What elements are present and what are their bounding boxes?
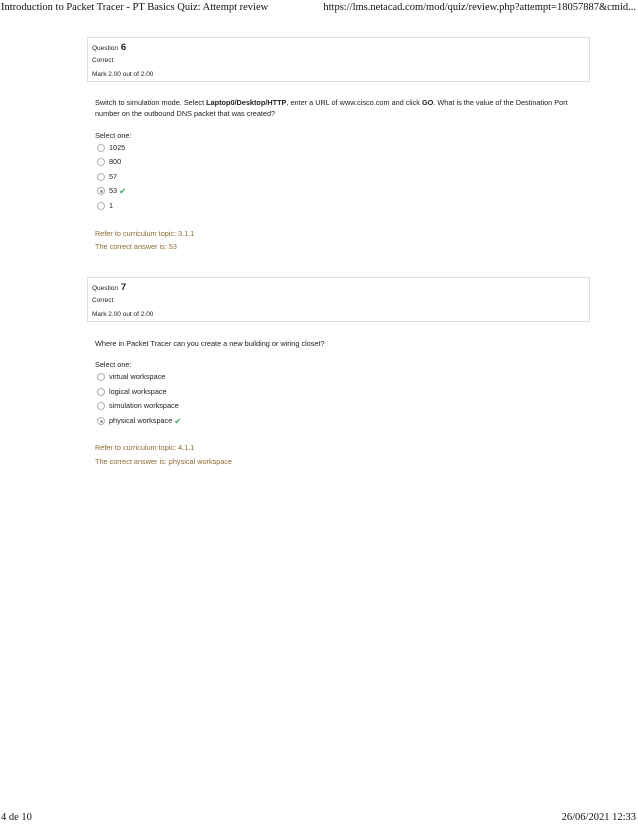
radio-button[interactable] <box>97 402 105 410</box>
print-page-url: https://lms.netacad.com/mod/quiz/review.php?attempt=18057887&cmid... <box>323 2 636 13</box>
checkmark-icon: ✔ <box>174 416 182 426</box>
radio-button[interactable] <box>97 144 105 152</box>
print-datetime: 26/06/2021 12:33 <box>561 812 636 823</box>
question-number <box>92 282 126 293</box>
question-label: Question <box>92 45 119 52</box>
answer-option-label: 57 <box>109 172 118 181</box>
radio-button[interactable] <box>97 202 105 210</box>
answer-option-label: 1025 <box>109 143 126 152</box>
curriculum-topic-feedback: Refer to curriculum topic: 4.1.1 <box>95 443 195 452</box>
radio-button[interactable] <box>97 158 105 166</box>
answer-prompt: Select one: <box>95 131 132 140</box>
question-grade: Mark 2.00 out of 2.00 <box>92 71 154 78</box>
correct-answer-feedback: The correct answer is: physical workspace <box>95 457 233 466</box>
correct-answer-feedback: The correct answer is: 53 <box>95 242 177 251</box>
radio-button[interactable] <box>97 173 105 181</box>
answer-option-label: virtual workspace <box>109 372 166 381</box>
radio-button[interactable] <box>97 388 105 396</box>
radio-button-checked[interactable] <box>97 417 105 425</box>
print-footer <box>0 812 638 826</box>
question-text: Switch to simulation mode. Select Laptop0/Desktop/HTTP, enter a URL of www.cisco.com and click GO. What is the value of the Destination Port number on the outbound DNS packet that was created? <box>95 98 568 118</box>
question-grade: Mark 2.00 out of 2.00 <box>92 311 154 318</box>
radio-button-checked[interactable] <box>97 187 105 195</box>
radio-button[interactable] <box>97 373 105 381</box>
answer-option-label: logical workspace <box>109 387 167 396</box>
question-label: Question <box>92 285 119 292</box>
question-info-box <box>87 277 590 322</box>
question-info-box <box>87 37 590 82</box>
answer-option-label: simulation workspace <box>109 401 179 410</box>
question-number-value: 7 <box>120 282 127 293</box>
answer-option-label: 800 <box>109 157 122 166</box>
question-text: Where in Packet Tracer can you create a new building or wiring closet? <box>95 339 325 348</box>
question-number <box>92 42 126 53</box>
print-page-title: Introduction to Packet Tracer - PT Basics Quiz: Attempt review <box>1 2 269 13</box>
page-counter: 4 de 10 <box>1 812 32 823</box>
answer-option-label: 53 <box>109 186 118 195</box>
question-number-value: 6 <box>120 42 127 53</box>
answer-option-label: 1 <box>109 201 114 210</box>
question-state: Correct <box>92 57 114 64</box>
answer-prompt: Select one: <box>95 360 132 369</box>
print-header <box>0 0 638 16</box>
checkmark-icon: ✔ <box>119 186 127 196</box>
curriculum-topic-feedback: Refer to curriculum topic: 3.1.1 <box>95 229 195 238</box>
question-state: Correct <box>92 297 114 304</box>
answer-option-label: physical workspace <box>109 416 173 425</box>
